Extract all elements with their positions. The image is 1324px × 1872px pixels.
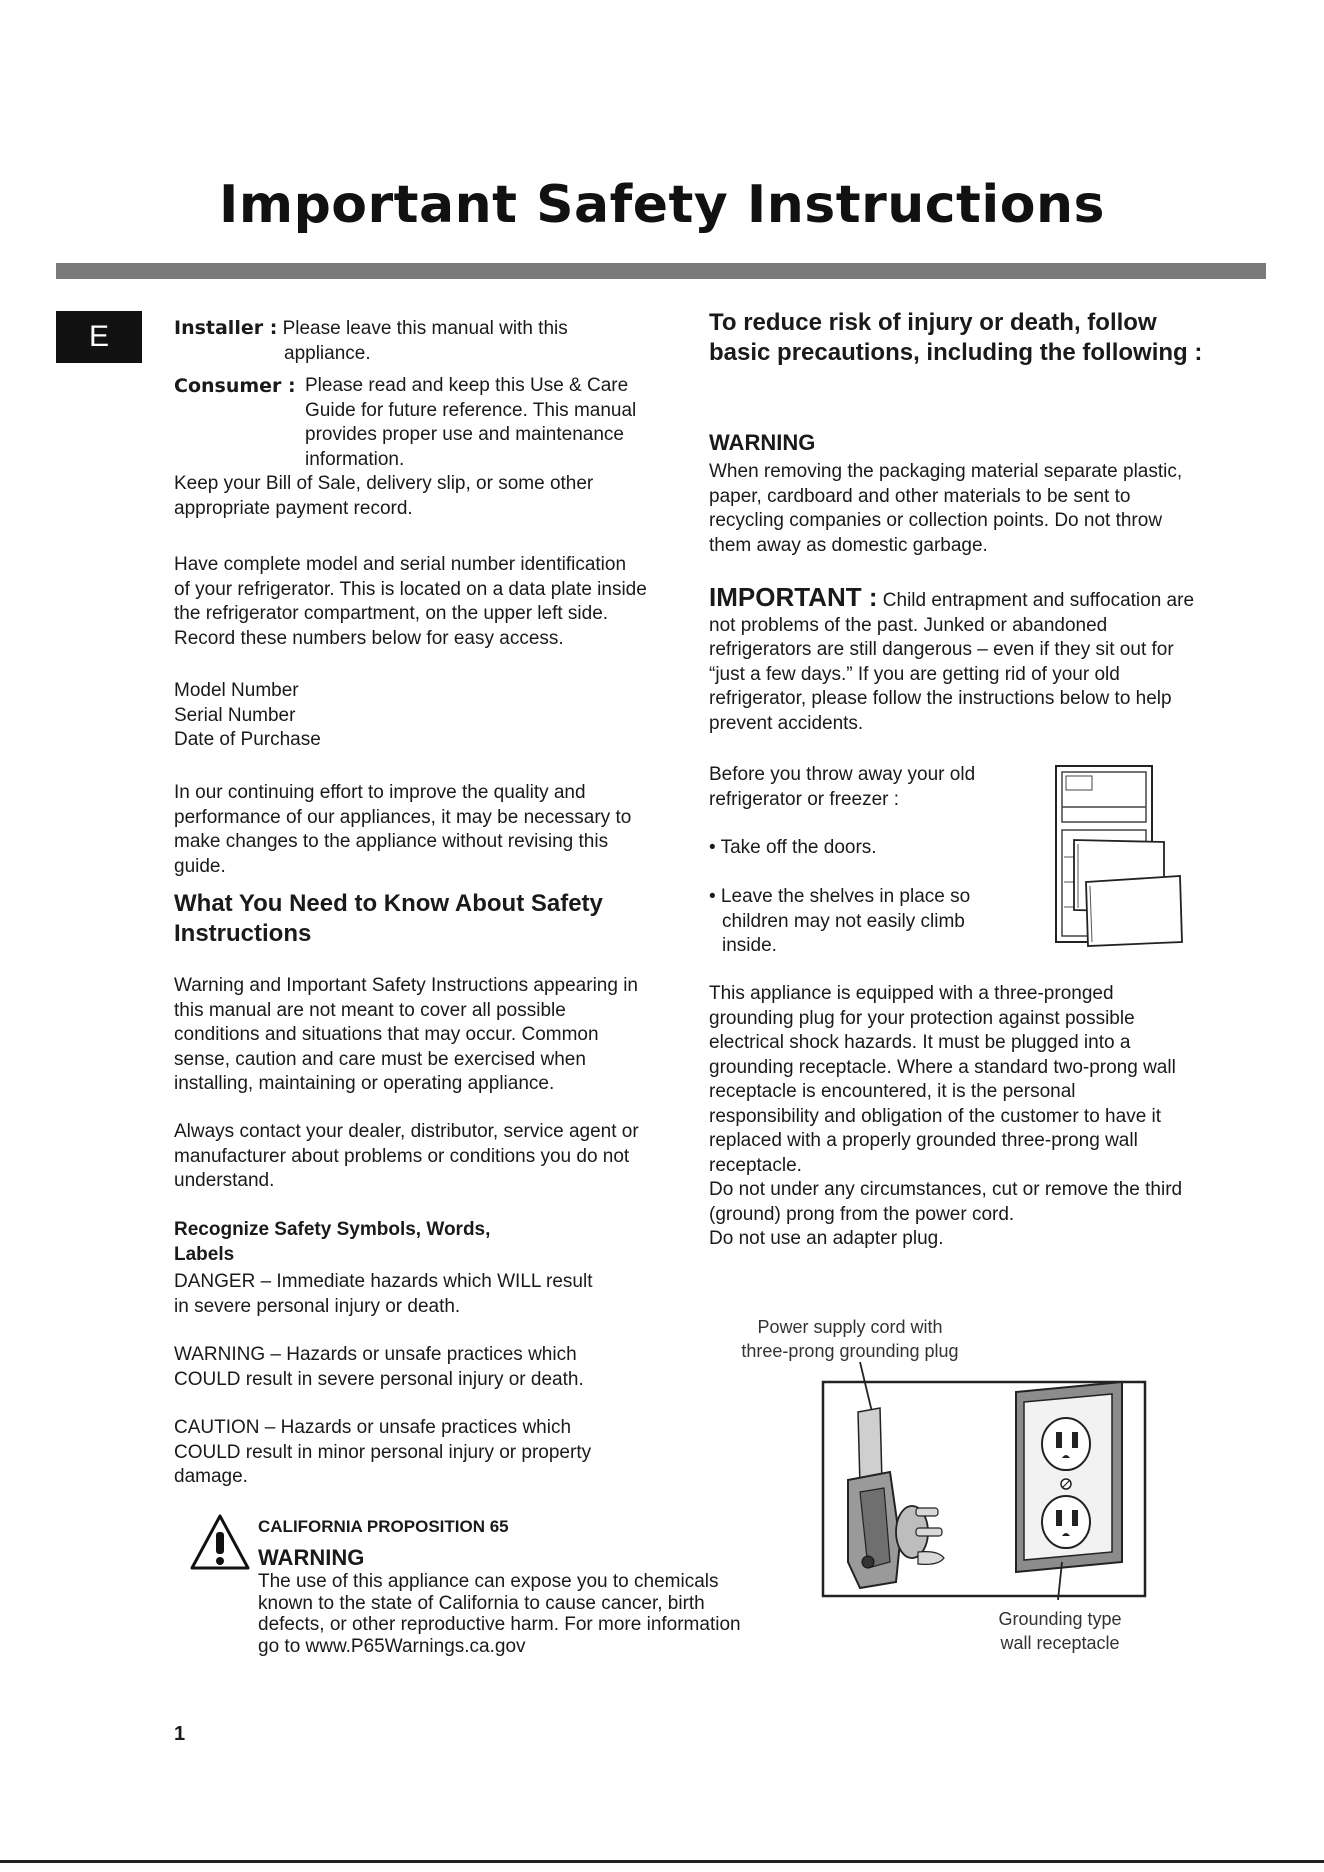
heading-line: Instructions bbox=[174, 920, 312, 947]
record-fields bbox=[174, 679, 474, 753]
text-line: CAUTION – Hazards or unsafe practices which bbox=[174, 1417, 572, 1438]
safety-section-heading bbox=[174, 889, 694, 949]
consumer-label-wrap bbox=[174, 374, 296, 400]
text-line: “just a few days.” If you are getting rid of your old bbox=[709, 663, 1120, 685]
caption-line: wall receptacle bbox=[1000, 1633, 1120, 1653]
text-line: COULD result in severe personal injury or death. bbox=[174, 1368, 584, 1390]
consumer-line: Please read and keep this Use & Care bbox=[305, 375, 629, 396]
warning-instructions-paragraph bbox=[174, 974, 694, 1097]
power-cord-caption bbox=[700, 1315, 1000, 1363]
model-number-label: Model Number bbox=[174, 680, 299, 701]
consumer-label: Consumer : bbox=[174, 375, 296, 397]
text-line: defects, or other reproductive harm. For more information bbox=[258, 1614, 741, 1635]
text-line: this manual are not meant to cover all possible bbox=[174, 999, 566, 1021]
text-line: the refrigerator compartment, on the upper left side. bbox=[174, 603, 609, 624]
bullet-take-off-doors: • Take off the doors. bbox=[709, 837, 877, 858]
important-label: IMPORTANT : bbox=[709, 582, 878, 612]
precautions-heading bbox=[709, 308, 1269, 368]
grounding-plug-paragraph bbox=[709, 982, 1279, 1252]
text-line: Always contact your dealer, distributor, service agent or bbox=[174, 1121, 639, 1142]
improvement-paragraph bbox=[174, 781, 694, 879]
text-line: In our continuing effort to improve the quality and bbox=[174, 782, 586, 803]
date-of-purchase-label: Date of Purchase bbox=[174, 729, 321, 750]
throw-away-intro bbox=[709, 763, 1029, 812]
installer-label: Installer : bbox=[174, 317, 278, 339]
footer-divider bbox=[0, 1860, 1324, 1863]
text-line: damage. bbox=[174, 1466, 248, 1487]
caption-line: Grounding type bbox=[998, 1609, 1122, 1629]
text-line: sense, caution and care must be exercised when bbox=[174, 1048, 586, 1070]
prop65-heading: CALIFORNIA PROPOSITION 65 bbox=[258, 1517, 509, 1536]
recognize-symbols-heading bbox=[174, 1218, 694, 1267]
text-line: Keep your Bill of Sale, delivery slip, or some other bbox=[174, 473, 594, 494]
model-serial-paragraph bbox=[174, 553, 694, 651]
text-line: known to the state of California to cause cancer, birth bbox=[258, 1592, 705, 1614]
text-line: prevent accidents. bbox=[709, 712, 864, 734]
text-line: Do not under any circumstances, cut or remove the third bbox=[709, 1179, 1183, 1200]
text-line: The use of this appliance can expose you to chemicals bbox=[258, 1571, 719, 1592]
text-line: children may not easily climb bbox=[722, 910, 965, 932]
text-line: them away as domestic garbage. bbox=[709, 534, 988, 556]
heading-line: Labels bbox=[174, 1243, 235, 1265]
text-line: receptacle. bbox=[709, 1154, 802, 1176]
caption-line: three-prong grounding plug bbox=[741, 1341, 959, 1361]
danger-definition bbox=[174, 1270, 694, 1319]
packaging-warning-label: WARNING bbox=[709, 430, 816, 455]
header-divider bbox=[56, 263, 1266, 279]
prop65-warning-label: WARNING bbox=[258, 1545, 365, 1570]
text-line: grounding receptacle. Where a standard two-prong wall bbox=[709, 1056, 1176, 1078]
text-line: responsibility and obligation of the customer to have it bbox=[709, 1105, 1162, 1127]
text-line: Do not use an adapter plug. bbox=[709, 1228, 944, 1249]
text-line: receptacle is encountered, it is the personal bbox=[709, 1081, 1076, 1102]
bullet-leave-shelves bbox=[709, 885, 1029, 959]
text-line: refrigerators are still dangerous – even if they sit out for bbox=[709, 639, 1174, 660]
warning-triangle-icon bbox=[188, 1512, 252, 1572]
heading-line: To reduce risk of injury or death, follow bbox=[709, 309, 1157, 336]
text-line: inside. bbox=[722, 935, 777, 956]
text-line: understand. bbox=[174, 1170, 275, 1191]
text-line: This appliance is equipped with a three-pronged bbox=[709, 983, 1114, 1004]
text-line: conditions and situations that may occur. Common bbox=[174, 1024, 599, 1045]
text-line: installing, maintaining or operating appliance. bbox=[174, 1073, 555, 1094]
text-line: manufacturer about problems or conditions you do not bbox=[174, 1145, 630, 1167]
text-line: appropriate payment record. bbox=[174, 497, 413, 519]
keep-records-paragraph bbox=[174, 472, 694, 521]
heading-line: What You Need to Know About Safety bbox=[174, 890, 603, 917]
consumer-line: provides proper use and maintenance bbox=[305, 424, 624, 445]
warning-definition bbox=[174, 1343, 694, 1392]
text-line: not problems of the past. Junked or abandoned bbox=[709, 614, 1108, 636]
receptacle-caption bbox=[940, 1607, 1180, 1655]
installer-text-2: appliance. bbox=[284, 342, 371, 364]
text-line: paper, cardboard and other materials to be sent to bbox=[709, 485, 1131, 507]
heading-line: basic precautions, including the following : bbox=[709, 339, 1203, 366]
text-line: replaced with a properly grounded three-prong wall bbox=[709, 1130, 1138, 1151]
text-line: Before you throw away your old bbox=[709, 764, 976, 785]
installer-note bbox=[174, 316, 694, 366]
text-line: grounding plug for your protection against possible bbox=[709, 1007, 1135, 1029]
prop65-text bbox=[258, 1571, 798, 1657]
contact-dealer-paragraph bbox=[174, 1120, 694, 1194]
important-entrapment-paragraph bbox=[709, 582, 1279, 736]
text-line: go to www.P65Warnings.ca.gov bbox=[258, 1635, 526, 1657]
text-line: WARNING – Hazards or unsafe practices which bbox=[174, 1344, 577, 1365]
text-line: electrical shock hazards. It must be plugged into a bbox=[709, 1032, 1131, 1053]
text-line: recycling companies or collection points. Do not throw bbox=[709, 510, 1163, 531]
heading-line: Recognize Safety Symbols, Words, bbox=[174, 1219, 491, 1240]
consumer-line: Guide for future reference. This manual bbox=[305, 399, 637, 421]
consumer-line: information. bbox=[305, 448, 405, 470]
text-line: performance of our appliances, it may be necessary to bbox=[174, 806, 632, 828]
text-line: Have complete model and serial number identification bbox=[174, 554, 627, 575]
text-line: When removing the packaging material separate plastic, bbox=[709, 461, 1183, 482]
text-line: • Leave the shelves in place so bbox=[709, 886, 971, 907]
text-line: of your refrigerator. This is located on a data plate inside bbox=[174, 578, 647, 600]
text-line: make changes to the appliance without revising this bbox=[174, 831, 609, 852]
packaging-warning-text bbox=[709, 460, 1269, 558]
caution-definition bbox=[174, 1416, 694, 1490]
serial-number-label: Serial Number bbox=[174, 704, 296, 726]
text-line: Child entrapment and suffocation are bbox=[882, 590, 1195, 611]
text-line: Warning and Important Safety Instructions appearing in bbox=[174, 975, 638, 996]
page-title: Important Safety Instructions bbox=[219, 175, 1105, 235]
text-line: guide. bbox=[174, 855, 226, 877]
text-line: refrigerator, please follow the instructions below to help bbox=[709, 688, 1172, 709]
installer-text-1: Please leave this manual with this bbox=[282, 318, 568, 339]
text-line: (ground) prong from the power cord. bbox=[709, 1203, 1015, 1225]
text-line: refrigerator or freezer : bbox=[709, 788, 900, 810]
text-line: Record these numbers below for easy access. bbox=[174, 627, 564, 649]
text-line: DANGER – Immediate hazards which WILL result bbox=[174, 1271, 593, 1292]
text-line: in severe personal injury or death. bbox=[174, 1295, 461, 1317]
grounding-plug-receptacle-illustration bbox=[820, 1362, 1150, 1600]
text-line: COULD result in minor personal injury or property bbox=[174, 1441, 592, 1463]
refrigerator-doors-removed-illustration bbox=[1052, 762, 1188, 948]
page-number: 1 bbox=[174, 1723, 186, 1745]
caption-line: Power supply cord with bbox=[757, 1317, 943, 1337]
consumer-text bbox=[305, 374, 705, 472]
language-tab: E bbox=[56, 311, 142, 363]
